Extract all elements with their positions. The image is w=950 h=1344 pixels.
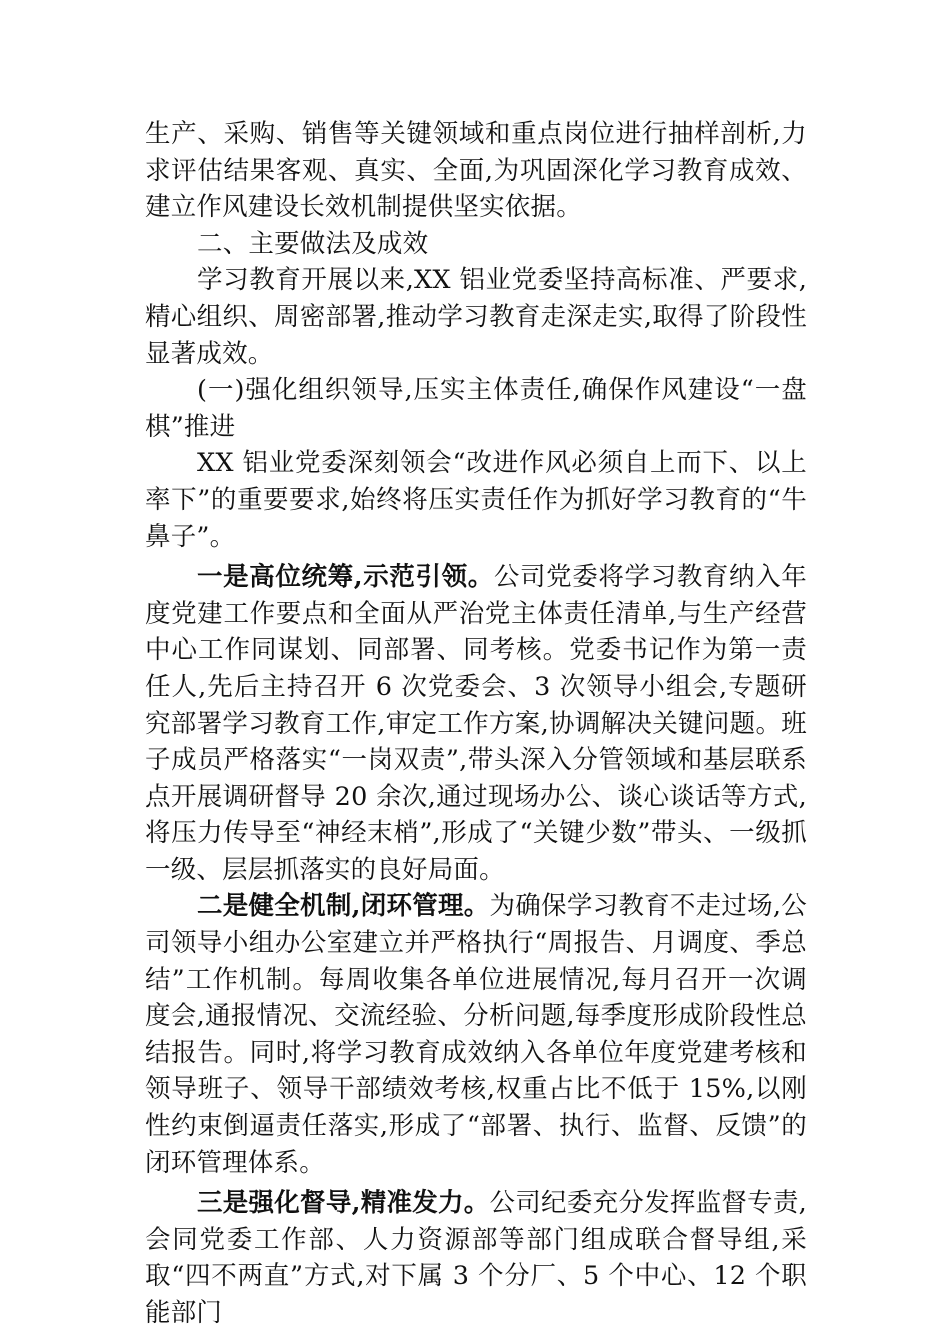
heading-text: 二、主要做法及成效 <box>197 228 429 259</box>
subheading-organization-leadership <box>145 372 807 445</box>
paragraph-party-committee <box>145 445 807 555</box>
paragraph-point-one <box>145 559 807 888</box>
paragraph-point-three <box>145 1185 807 1331</box>
paragraph-text: 为确保学习教育不走过场,公司领导小组办公室建立并严格执行“周报告、月调度、季总结”工作机制。每周收集各单位进展情况,每月召开一次调度会,通报情况、交流经验、分析问题,每季度形成阶段性总结报告。同时,将学习教育成效纳入各单位年度党建考核和领导班子、领导干部绩效考核,权重占比不低于 15%,以刚性约束倒逼责任落实,形成了“部署、执行、监督、反馈”的闭环管理体系。 <box>145 891 807 1178</box>
paragraph-text: 公司纪委充分发挥监督专责,会同党委工作部、人力资源部等部门组成联合督导组,采取“四不两直”方式,对下属 3 个分厂、5 个中心、12 个职能部门 <box>145 1188 807 1328</box>
paragraph-lead-bold: 一是高位统筹,示范引领。 <box>197 562 494 593</box>
heading-text: (一)强化组织领导,压实主体责任,确保作风建设“一盘棋”推进 <box>145 375 807 442</box>
paragraph-overview <box>145 262 807 372</box>
paragraph-lead-bold: 二是健全机制,闭环管理。 <box>197 891 490 922</box>
paragraph-lead-bold: 三是强化督导,精准发力。 <box>197 1188 490 1219</box>
paragraph-text: 生产、采购、销售等关键领域和重点岗位进行抽样剖析,力求评估结果客观、真实、全面,为巩固深化学习教育成效、建立作风建设长效机制提供坚实依据。 <box>145 119 807 223</box>
paragraph-point-two <box>145 888 807 1181</box>
paragraph-intro-continuation <box>145 116 807 226</box>
paragraph-text: 公司党委将学习教育纳入年度党建工作要点和全面从严治党主体责任清单,与生产经营中心工作同谋划、同部署、同考核。党委书记作为第一责任人,先后主持召开 6 次党委会、3 次领导小组会,专题研究部署学习教育工作,审定工作方案,协调解决关键问题。班子成员严格落实“一岗双责”,带头深入分管领域和基层联系点开展调研督导 20 余次,通过现场办公、谈心谈话等方式,将压力传导至“神经末梢”,形成了“关键少数”带头、一级抓一级、层层抓落实的良好局面。 <box>145 562 807 885</box>
section-heading-main-practices <box>145 226 807 263</box>
paragraph-text: 学习教育开展以来,XX 铝业党委坚持高标准、严要求,精心组织、周密部署,推动学习教育走深走实,取得了阶段性显著成效。 <box>145 265 807 369</box>
paragraph-text: XX 铝业党委深刻领会“改进作风必须自上而下、以上率下”的重要要求,始终将压实责任作为抓好学习教育的“牛鼻子”。 <box>145 448 807 552</box>
